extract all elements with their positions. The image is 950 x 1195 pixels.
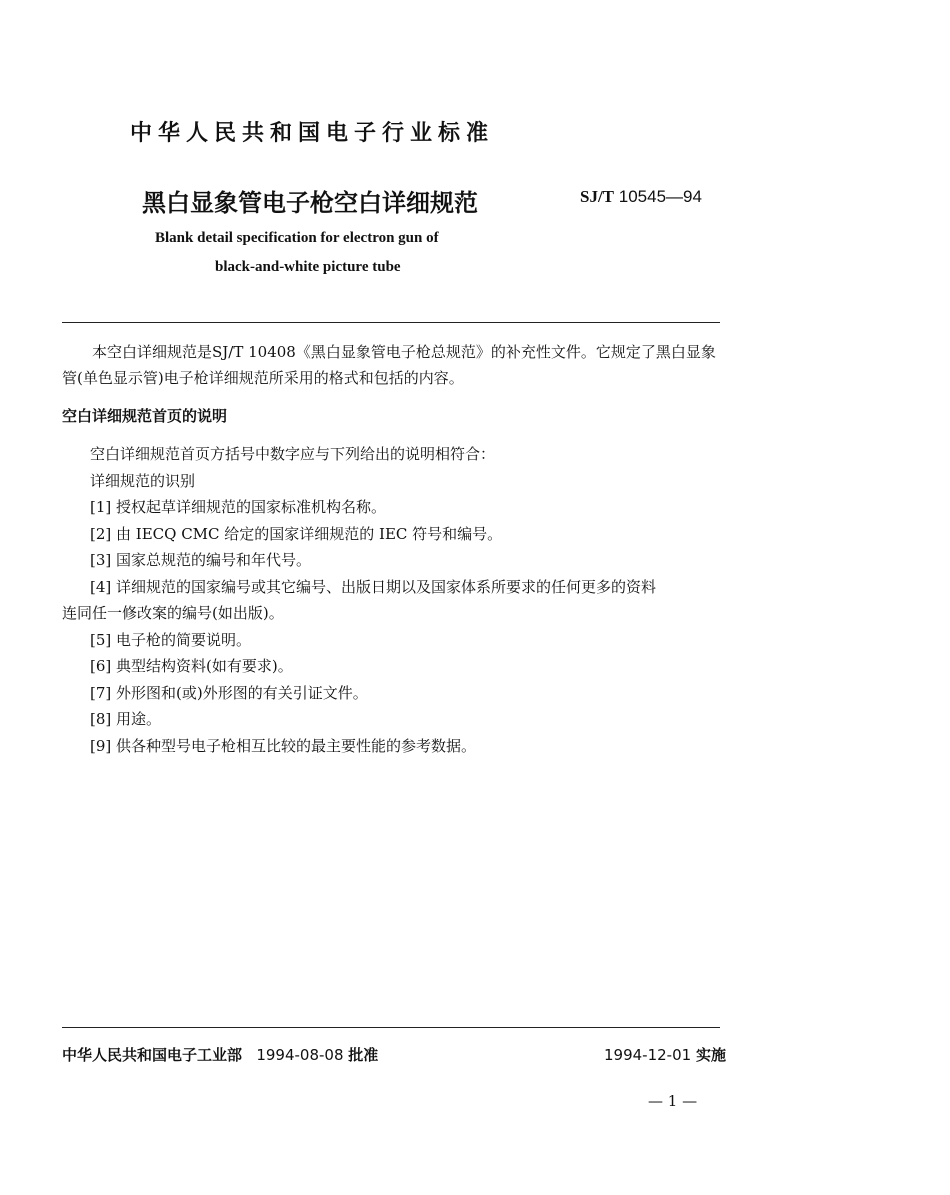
issuer: 中华人民共和国电子工业部 [62, 1046, 243, 1064]
list-item: [8] 用途。 [90, 710, 162, 728]
implemented-date: 1994-12-01 [604, 1046, 692, 1064]
header-divider [62, 322, 720, 323]
section-lead: 空白详细规范首页方括号中数字应与下列给出的说明相符合： [90, 445, 496, 463]
implemented-label: 实施 [695, 1046, 726, 1064]
list-item: [1] 授权起草详细规范的国家标准机构名称。 [90, 498, 387, 516]
list-item: [9] 供各种型号电子枪相互比较的最主要性能的参考数据。 [90, 736, 477, 755]
standard-number [580, 187, 702, 207]
document-title-en-line2: black-and-white picture tube [215, 259, 401, 275]
item-list [62, 441, 722, 759]
implementation-line [604, 1044, 726, 1065]
list-item: [3] 国家总规范的编号和年代号。 [90, 551, 312, 569]
approval-line [62, 1044, 378, 1065]
approved-date: 1994-08-08 [256, 1046, 344, 1064]
page-number: — 1 — [648, 1092, 698, 1110]
list-item: [5] 电子枪的简要说明。 [90, 630, 252, 649]
document-title-cn: 黑白显象管电子枪空白详细规范 [142, 189, 478, 217]
list-item: [7] 外形图和(或)外形图的有关引证文件。 [90, 683, 368, 702]
document-title-en-line1: Blank detail specification for electron gun of [155, 230, 439, 246]
list-item-continuation: 连同任一修改案的编号(如出版)。 [62, 604, 284, 622]
industry-standard-heading: 中华人民共和国电子行业标准 [130, 121, 495, 146]
footer-divider [62, 1027, 720, 1028]
list-item: [4] 详细规范的国家编号或其它编号、出版日期以及国家体系所要求的任何更多的资料 [90, 577, 657, 596]
section-heading: 空白详细规范首页的说明 [62, 407, 228, 425]
list-item: [6] 典型结构资料(如有要求)。 [90, 657, 293, 675]
standard-code: 10545—94 [618, 187, 702, 206]
section-subheading: 详细规范的识别 [90, 471, 196, 490]
list-item: [2] 由 IECQ CMC 给定的国家详细规范的 IEC 符号和编号。 [90, 524, 503, 543]
approved-label: 批准 [348, 1046, 379, 1064]
standard-prefix: SJ/T [580, 187, 615, 206]
intro-paragraph: 本空白详细规范是SJ/T 10408《黑白显象管电子枪总规范》的补充性文件。它规定了黑白显象管(单色显示管)电子枪详细规范所采用的格式和包括的内容。 [62, 343, 716, 387]
